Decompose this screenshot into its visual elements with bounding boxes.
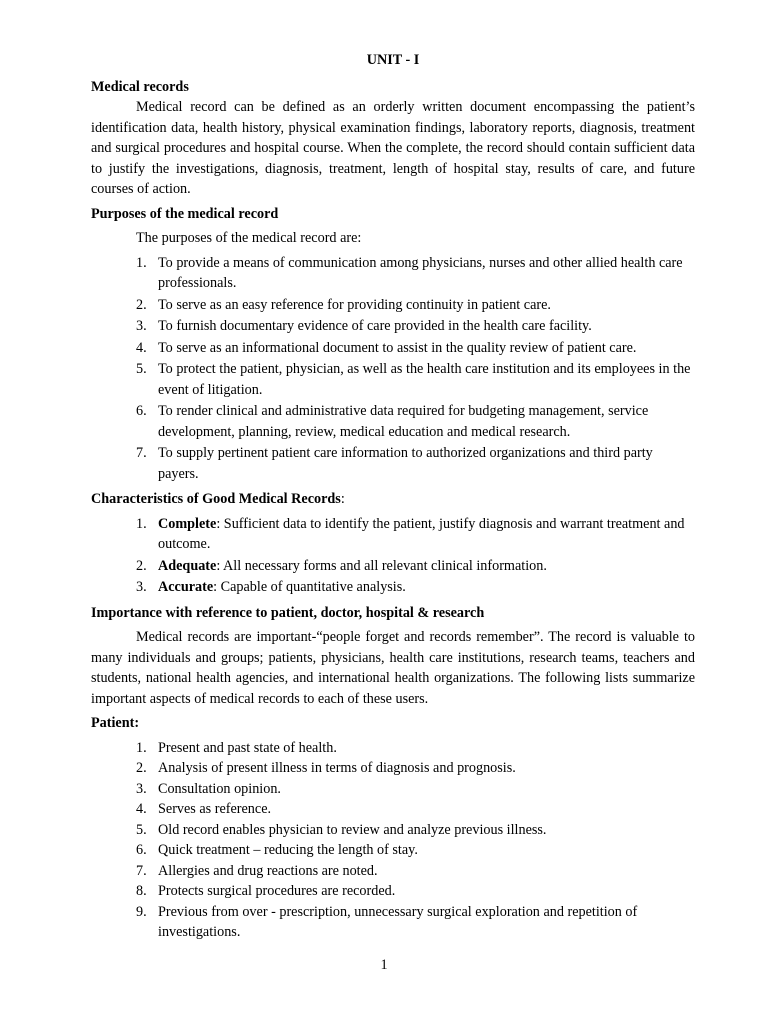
section-heading-purposes: Purposes of the medical record [91, 205, 279, 222]
list-number: 9. [136, 903, 147, 920]
list-item [91, 758, 695, 779]
list-item-text: To render clinical and administrative data required for budgeting management, service development, planning, review, medical education and medical research. [158, 403, 649, 440]
list-item [91, 253, 695, 294]
list-number: 6. [136, 403, 147, 419]
list-item [91, 295, 695, 316]
list-number: 4. [136, 339, 147, 356]
list-number: 4. [136, 801, 147, 817]
list-item-text: Protects surgical procedures are recorded. [158, 883, 396, 899]
list-number: 7. [136, 445, 147, 461]
characteristic-term: Adequate [158, 557, 217, 574]
list-number: 7. [136, 862, 147, 879]
characteristic-description: : Capable of quantitative analysis. [213, 579, 406, 595]
list-number: 1. [136, 515, 147, 532]
list-number: 6. [136, 842, 147, 858]
list-number: 3. [136, 318, 147, 334]
page-content [91, 50, 695, 943]
list-item-text: To serve as an easy reference for providing continuity in patient care. [158, 296, 551, 313]
list-item [91, 556, 695, 577]
list-item [91, 861, 695, 882]
list-item-text: Quick treatment – reducing the length of stay. [158, 842, 418, 858]
list-item-text: To provide a means of communication among physicians, nurses and other allied health care professionals. [158, 254, 683, 291]
characteristic-description: : Sufficient data to identify the patient, justify diagnosis and warrant treatment and outcome. [158, 515, 685, 552]
list-number: 2. [136, 296, 147, 313]
section-heading-medical-records: Medical records [91, 78, 189, 95]
list-item-text: To supply pertinent patient care information to authorized organizations and third party payers. [158, 445, 653, 482]
characteristic-term: Accurate [158, 579, 214, 595]
unit-title: UNIT - I [366, 52, 420, 68]
list-item-text: Serves as reference. [158, 801, 272, 817]
list-item-text: Consultation opinion. [158, 780, 281, 797]
list-item [91, 820, 695, 841]
list-item-text: To protect the patient, physician, as well as the health care institution and its employees in the event of litigation. [158, 361, 691, 398]
list-item [91, 881, 695, 902]
list-item [91, 316, 695, 337]
list-number: 3. [136, 780, 147, 797]
importance-paragraph: Medical records are important-“people forget and records remember”. The record is valuable to many individuals and groups; patients, physicians, health care institutions, research teams, teachers and students, national health agencies, and international health organizations. The following lists summarize important aspects of medical records to each of these users. [91, 629, 695, 707]
list-item [91, 401, 695, 442]
purposes-list [91, 253, 695, 485]
list-item [91, 779, 695, 800]
list-item-text: Present and past state of health. [158, 739, 337, 756]
purposes-intro: The purposes of the medical record are: [136, 230, 362, 246]
list-item-text: Previous from over - prescription, unnecessary surgical exploration and repetition of investigations. [158, 903, 638, 940]
list-item [91, 738, 695, 759]
list-item [91, 799, 695, 820]
list-number: 2. [136, 557, 147, 574]
list-item-text: To furnish documentary evidence of care provided in the health care facility. [158, 318, 592, 334]
section-heading-characteristics-line [91, 489, 695, 510]
list-item [91, 577, 695, 598]
page-number: 1 [380, 957, 388, 973]
list-number: 2. [136, 760, 147, 776]
list-item [91, 338, 695, 359]
characteristics-list [91, 514, 695, 598]
list-number: 3. [136, 579, 147, 595]
list-item [91, 902, 695, 943]
patient-list [91, 738, 695, 943]
list-item-text: To serve as an informational document to assist in the quality review of patient care. [158, 339, 637, 356]
list-item [91, 840, 695, 861]
list-item [91, 443, 695, 484]
list-item [91, 359, 695, 400]
characteristic-description: : All necessary forms and all relevant clinical information. [216, 557, 547, 574]
list-item-text: Allergies and drug reactions are noted. [158, 862, 378, 879]
medical-records-definition: Medical record can be defined as an orderly written document encompassing the patient’s identification data, health history, physical examination findings, laboratory reports, diagnosis, treatment and surgical procedures and hospital course. When the complete, the record should contain sufficient data to justify the investigations, diagnosis, treatment, length of hospital stay, results of care, and future courses of action. [91, 99, 695, 197]
list-item [91, 514, 695, 555]
section-heading-patient: Patient: [91, 715, 140, 731]
list-number: 8. [136, 883, 147, 899]
list-number: 1. [136, 739, 147, 756]
section-heading-characteristics: Characteristics of Good Medical Records [91, 491, 341, 507]
section-heading-importance: Importance with reference to patient, doctor, hospital & research [91, 604, 485, 621]
list-item-text: Old record enables physician to review and analyze previous illness. [158, 821, 547, 838]
heading-suffix: : [340, 491, 345, 507]
list-number: 1. [136, 254, 147, 271]
characteristic-term: Complete [158, 515, 217, 532]
list-number: 5. [136, 361, 147, 377]
list-number: 5. [136, 821, 147, 838]
list-item-text: Analysis of present illness in terms of diagnosis and prognosis. [158, 760, 516, 776]
